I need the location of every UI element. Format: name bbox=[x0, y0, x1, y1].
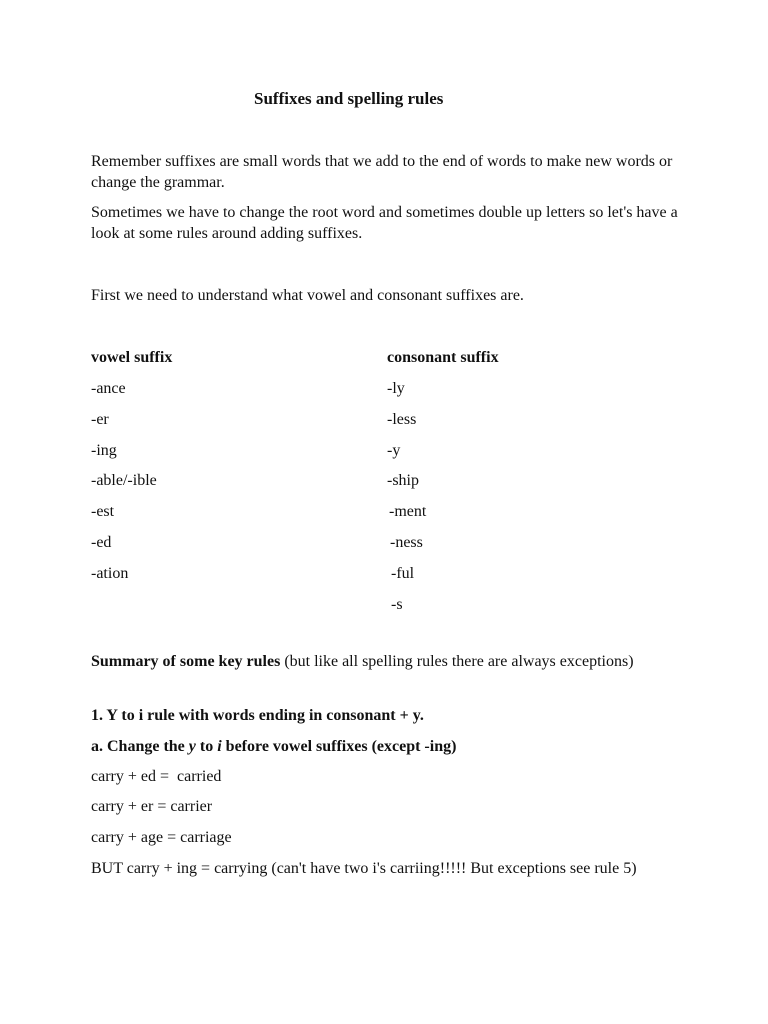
consonant-suffix-item: -y bbox=[387, 441, 401, 459]
consonant-suffix-item: -ful bbox=[391, 564, 415, 582]
consonant-suffix-item: -ship bbox=[387, 472, 419, 490]
summary-note: (but like all spelling rules there are always exceptions) bbox=[280, 653, 634, 670]
rule-1a-prefix: a. Change the bbox=[91, 738, 189, 755]
consonant-suffix-item: -ment bbox=[389, 503, 427, 521]
example-carried: carry + ed = carried bbox=[91, 768, 222, 785]
intro-paragraph-3: First we need to understand what vowel and consonant suffixes are. bbox=[91, 287, 524, 304]
example-carrier: carry + er = carrier bbox=[91, 798, 213, 815]
vowel-suffix-item: -ing bbox=[91, 441, 117, 459]
consonant-suffix-header: consonant suffix bbox=[387, 349, 499, 366]
example-carriage: carry + age = carriage bbox=[91, 829, 232, 846]
consonant-suffix-list bbox=[387, 378, 426, 624]
consonant-suffix-item: -ness bbox=[390, 533, 423, 551]
consonant-suffix-item: -s bbox=[391, 595, 403, 613]
consonant-suffix-item: -less bbox=[387, 410, 417, 428]
vowel-suffix-item: -ed bbox=[91, 533, 112, 551]
vowel-suffix-item: -ance bbox=[91, 380, 126, 397]
vowel-suffix-item: -est bbox=[91, 503, 115, 521]
vowel-suffix-item: -ation bbox=[91, 564, 129, 582]
rule-1a-suffix: before vowel suffixes (except -ing) bbox=[221, 738, 457, 755]
vowel-suffix-item: -able/-ible bbox=[91, 472, 157, 490]
vowel-suffix-item: -er bbox=[91, 410, 109, 428]
rule-1a-heading bbox=[91, 736, 456, 757]
rule-1a-to: to bbox=[195, 738, 218, 755]
summary-heading: Summary of some key rules bbox=[91, 653, 281, 670]
consonant-suffix-item: -ly bbox=[387, 380, 405, 397]
rule-1a-i: i bbox=[217, 738, 222, 755]
summary-paragraph bbox=[91, 651, 691, 672]
page-title: Suffixes and spelling rules bbox=[254, 89, 444, 108]
rule-1a-y: y bbox=[188, 738, 196, 755]
vowel-suffix-header: vowel suffix bbox=[91, 349, 173, 366]
intro-paragraph-2: Sometimes we have to change the root word and sometimes double up letters so let's have a look at some rules around adding suffixes. bbox=[91, 204, 678, 242]
vowel-suffix-list bbox=[91, 378, 157, 594]
intro-paragraph-1: Remember suffixes are small words that we add to the end of words to make new words or change the grammar. bbox=[91, 153, 673, 191]
exception-note: BUT carry + ing = carrying (can't have two i's carriing!!!!! But exceptions see rule 5) bbox=[91, 860, 637, 877]
rule-1-heading: 1. Y to i rule with words ending in consonant + y. bbox=[91, 707, 424, 724]
